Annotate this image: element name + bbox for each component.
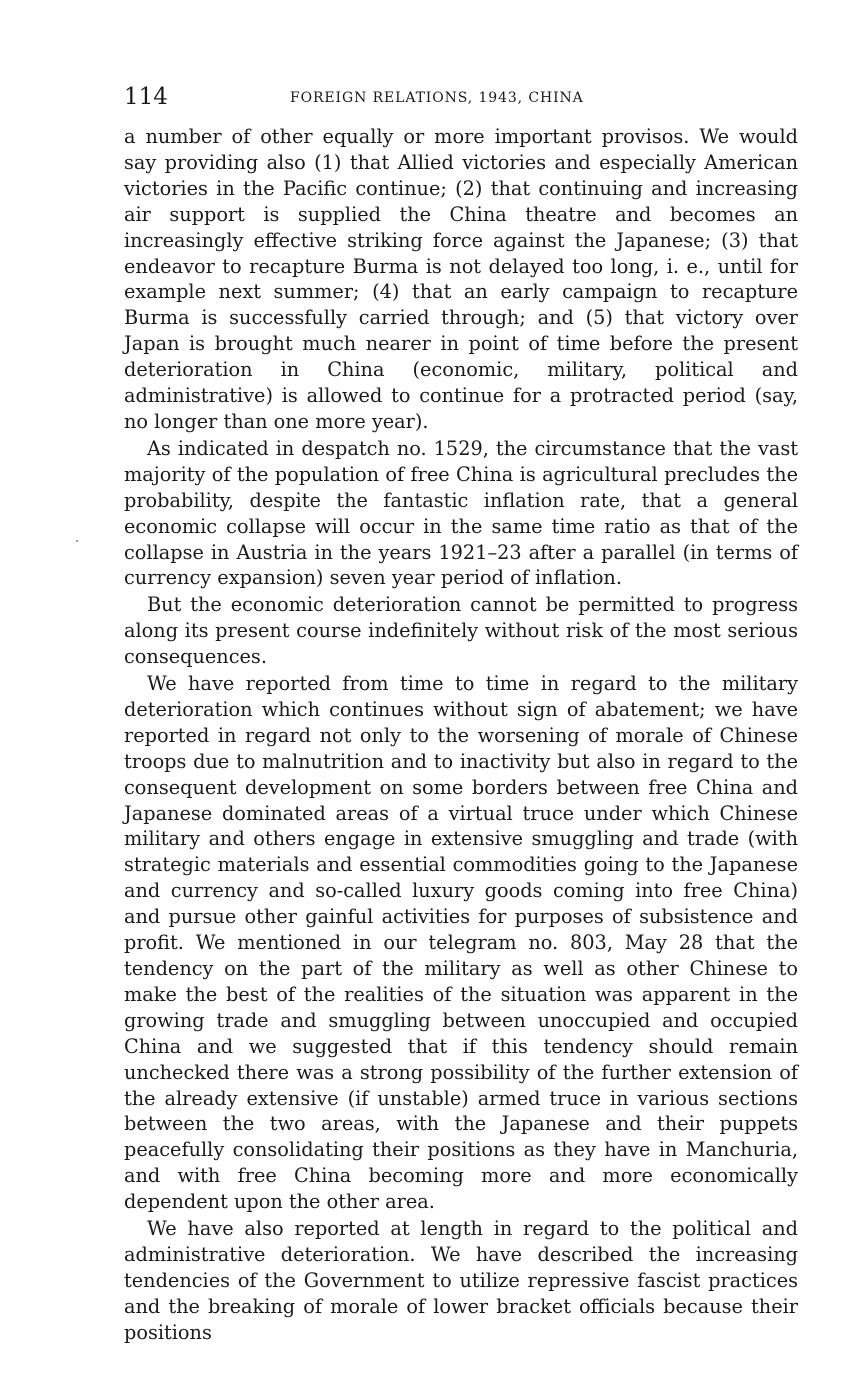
- document-page: [124, 82, 798, 1346]
- paragraph-continuation: a number of other equally or more important provisos. We would say providing also (1) that Allied victories and especially American victories in the Pacific continue; (2) that continuing and increasing air support is supplied the China theatre and becomes an increasingly effective striking force against the Japanese; (3) that endeavor to recapture Burma is not delayed too long, i. e., until for example next summer; (4) that an early campaign to recapture Burma is successfully carried through; and (5) that victory over Japan is brought much nearer in point of time before the present deterioration in China (economic, military, political and administrative) is allowed to continue for a protracted period (say, no longer than one more year).: [124, 125, 798, 433]
- page-number: 114: [124, 84, 168, 110]
- paragraph-political-deterioration: We have also reported at length in regard to the political and administrative deterioration. We have described the increasing tendencies of the Government to utilize repressive fascist practices and the breaking of morale of lower bracket officials because their positions: [124, 1217, 798, 1344]
- paragraph-economic-deterioration: But the economic deterioration cannot be permitted to progress along its present course indefinitely without risk of the most serious consequences.: [124, 593, 798, 669]
- header-title: FOREIGN RELATIONS, 1943, CHINA: [290, 90, 584, 106]
- margin-speck: [76, 540, 78, 542]
- paragraph-military-deterioration: We have reported from time to time in regard to the military deterioration which continues without sign of abatement; we have reported in regard not only to the worsening of morale of Chinese troops due to malnutrition and to inactivity but also in regard to the consequent development on some borders between free China and Japanese dominated areas of a virtual truce under which Chinese military and others engage in extensive smuggling and trade (with strategic materials and essential commodities going to the Japanese and currency and so-called luxury goods coming into free China) and pursue other gainful activities for purposes of subsistence and profit. We mentioned in our telegram no. 803, May 28 that the tendency on the part of the military as well as other Chinese to make the best of the realities of the situation was apparent in the growing trade and smuggling between unoccupied and occupied China and we suggested that if this tendency should remain unchecked there was a strong possibility of the further extension of the already extensive (if unstable) armed truce in various sections between the two areas, with the Japanese and their puppets peacefully consolidating their positions as they have in Manchuria, and with free China becoming more and more economically dependent upon the other area.: [124, 672, 798, 1214]
- paragraph-inflation: As indicated in despatch no. 1529, the circumstance that the vast majority of the population of free China is agricultural precludes the probability, despite the fantastic inflation rate, that a general economic collapse will occur in the same time ratio as that of the collapse in Austria in the years 1921–23 after a parallel (in terms of currency expansion) seven year period of inflation.: [124, 436, 798, 590]
- running-header: [124, 82, 798, 114]
- body-text: [124, 124, 798, 1346]
